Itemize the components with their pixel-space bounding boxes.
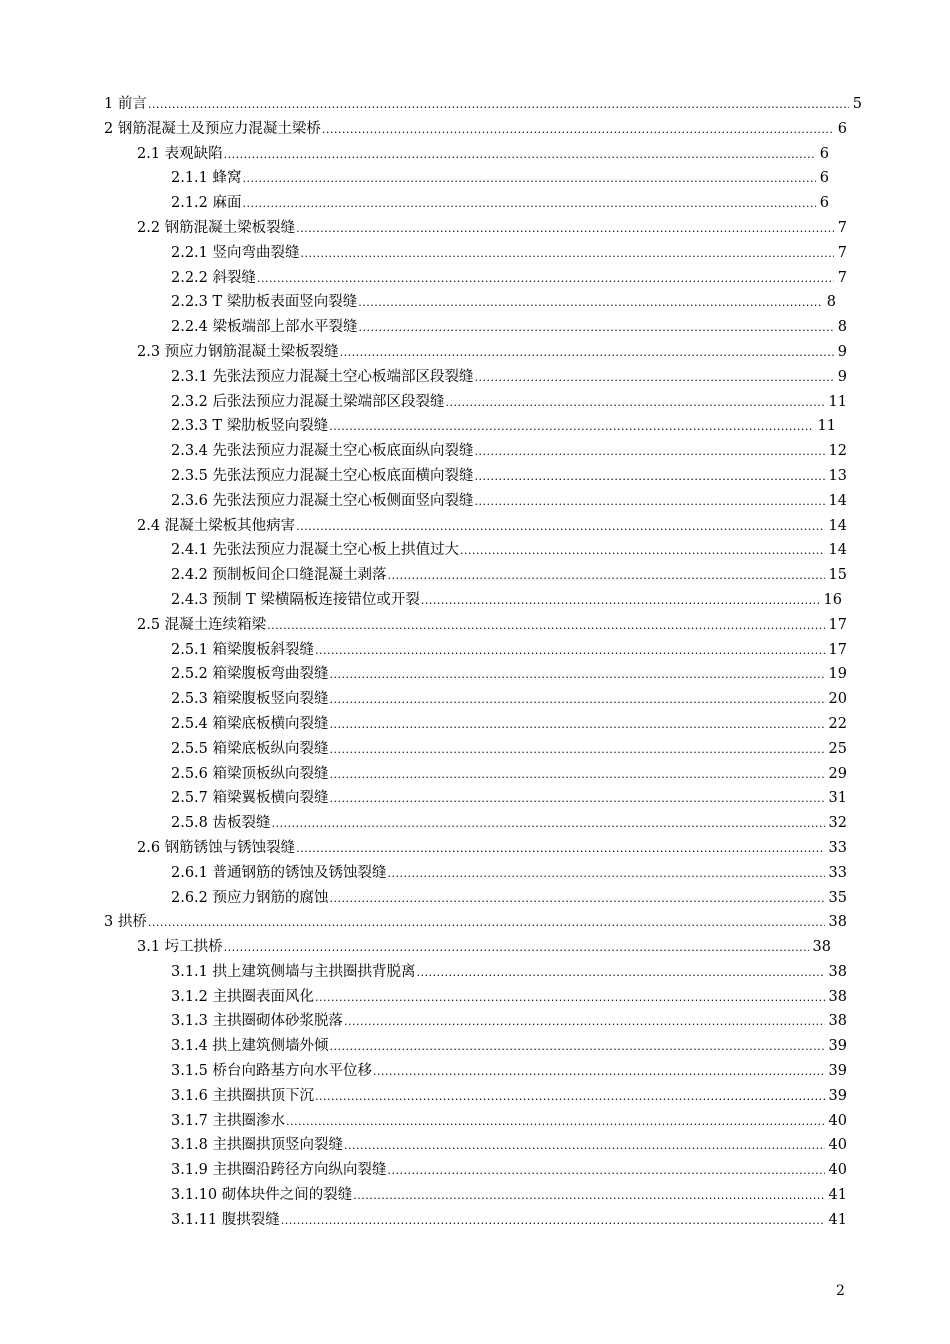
toc-entry[interactable] xyxy=(171,960,847,986)
toc-row[interactable] xyxy=(0,191,950,216)
toc-entry-label: 2.4.1 先张法预应力混凝土空心板上拱值过大 xyxy=(171,542,460,559)
toc-entry-label: 3.1.11 腹拱裂缝 xyxy=(171,1211,280,1228)
toc-leader-dots xyxy=(330,713,825,738)
toc-entry[interactable] xyxy=(171,1158,847,1184)
toc-row[interactable] xyxy=(0,1133,950,1158)
toc-entry-label: 2.1 表观缺陷 xyxy=(137,145,223,162)
toc-entry[interactable] xyxy=(171,811,847,837)
page-number: 2 xyxy=(836,1283,845,1299)
toc-entry-page: 40 xyxy=(828,1162,847,1179)
toc-entry[interactable] xyxy=(171,365,847,391)
toc-entry[interactable] xyxy=(171,1059,847,1085)
toc-entry-label: 2.3.3 T 梁肋板竖向裂缝 xyxy=(171,418,329,435)
toc-row[interactable] xyxy=(0,166,950,191)
toc-entry-label: 3.1.9 主拱圈沿跨径方向纵向裂缝 xyxy=(171,1162,387,1179)
toc-entry[interactable] xyxy=(171,290,836,316)
toc-entry-page: 39 xyxy=(828,1063,847,1080)
toc-entry[interactable] xyxy=(171,1183,847,1209)
toc-leader-dots xyxy=(417,961,825,986)
toc-entry-page: 6 xyxy=(819,145,829,162)
toc-row[interactable] xyxy=(0,1109,950,1134)
toc-row[interactable] xyxy=(0,1158,950,1183)
toc-entry-label: 2.2.4 梁板端部上部水平裂缝 xyxy=(171,319,358,336)
toc-entry-page: 39 xyxy=(828,1038,847,1055)
toc-entry-label: 2.3.5 先张法预应力混凝土空心板底面横向裂缝 xyxy=(171,467,474,484)
toc-entry-label: 3.1.2 主拱圈表面风化 xyxy=(171,988,315,1005)
toc-leader-dots xyxy=(315,986,825,1011)
toc-entry[interactable] xyxy=(104,910,847,936)
toc-row[interactable] xyxy=(0,365,950,390)
toc-entry[interactable] xyxy=(171,166,829,192)
toc-entry-label: 2.6.1 普通钢筋的锈蚀及锈蚀裂缝 xyxy=(171,864,387,881)
toc-entry-page: 12 xyxy=(828,443,847,460)
toc-row[interactable] xyxy=(0,910,950,935)
toc-row[interactable] xyxy=(0,737,950,762)
toc-entry-label: 2.2.2 斜裂缝 xyxy=(171,269,257,286)
toc-leader-dots xyxy=(224,936,809,961)
toc-entry[interactable] xyxy=(171,538,847,564)
toc-leader-dots xyxy=(475,440,825,465)
toc-row[interactable] xyxy=(0,489,950,514)
toc-row[interactable] xyxy=(0,390,950,415)
toc-row[interactable] xyxy=(0,762,950,787)
toc-entry-page: 17 xyxy=(828,641,847,658)
toc-row[interactable] xyxy=(0,712,950,737)
toc-entry[interactable] xyxy=(171,563,847,589)
toc-entry-label: 2.3.4 先张法预应力混凝土空心板底面纵向裂缝 xyxy=(171,443,474,460)
toc-entry-page: 14 xyxy=(828,517,847,534)
toc-row[interactable] xyxy=(0,1034,950,1059)
toc-entry-label: 2.3.6 先张法预应力混凝土空心板侧面竖向裂缝 xyxy=(171,492,474,509)
toc-entry[interactable] xyxy=(171,1133,847,1159)
toc-leader-dots xyxy=(330,688,825,713)
toc-entry[interactable] xyxy=(171,241,847,267)
toc-entry-label: 2 钢筋混凝土及预应力混凝土梁桥 xyxy=(104,120,321,137)
toc-leader-dots xyxy=(358,291,822,316)
toc-entry[interactable] xyxy=(137,514,847,540)
toc-row[interactable] xyxy=(0,687,950,712)
toc-row[interactable] xyxy=(0,1009,950,1034)
toc-leader-dots xyxy=(315,639,825,664)
toc-entry[interactable] xyxy=(171,662,847,688)
toc-leader-dots xyxy=(388,862,825,887)
toc-entry[interactable] xyxy=(171,588,842,614)
toc-entry[interactable] xyxy=(171,638,847,664)
toc-entry[interactable] xyxy=(171,712,847,738)
toc-entry-page: 41 xyxy=(828,1211,847,1228)
toc-entry-label: 2.5.8 齿板裂缝 xyxy=(171,815,271,832)
toc-entry-label: 2.5.1 箱梁腹板斜裂缝 xyxy=(171,641,315,658)
toc-entry-page: 35 xyxy=(828,889,847,906)
toc-leader-dots xyxy=(475,366,834,391)
toc-entry[interactable] xyxy=(137,340,847,366)
toc-row[interactable] xyxy=(0,538,950,563)
toc-entry-page: 19 xyxy=(828,666,847,683)
toc-entry-page: 7 xyxy=(837,244,847,261)
toc-entry-label: 2.5.7 箱梁翼板横向裂缝 xyxy=(171,790,329,807)
toc-row[interactable] xyxy=(0,662,950,687)
toc-entry-label: 3.1.5 桥台向路基方向水平位移 xyxy=(171,1063,373,1080)
toc-entry-page: 15 xyxy=(828,567,847,584)
toc-entry-page: 13 xyxy=(828,467,847,484)
toc-entry-page: 6 xyxy=(837,120,847,137)
toc-entry-label: 2.5.5 箱梁底板纵向裂缝 xyxy=(171,740,329,757)
toc-entry-page: 38 xyxy=(828,963,847,980)
toc-entry-label: 1 前言 xyxy=(104,96,147,112)
toc-leader-dots xyxy=(148,911,825,936)
toc-leader-dots xyxy=(296,837,824,862)
toc-leader-dots xyxy=(148,93,849,118)
toc-entry[interactable] xyxy=(171,390,847,416)
toc-entry[interactable] xyxy=(137,216,847,242)
toc-row[interactable] xyxy=(0,1059,950,1084)
toc-entry-label: 3.1.7 主拱圈渗水 xyxy=(171,1112,286,1129)
toc-leader-dots xyxy=(344,1134,825,1159)
toc-entry[interactable] xyxy=(137,613,847,639)
toc-entry-label: 3.1.6 主拱圈拱顶下沉 xyxy=(171,1087,315,1104)
toc-entry[interactable] xyxy=(171,1084,847,1110)
toc-entry-page: 22 xyxy=(828,715,847,732)
toc-leader-dots xyxy=(421,589,820,614)
toc-leader-dots xyxy=(330,738,825,763)
toc-row[interactable] xyxy=(0,1208,950,1233)
toc-entry-label: 2.4.3 预制 T 梁横隔板连接错位或开裂 xyxy=(171,591,420,608)
toc-row[interactable] xyxy=(0,340,950,365)
toc-row[interactable] xyxy=(0,216,950,241)
toc-entry[interactable] xyxy=(171,861,847,887)
toc-entry[interactable] xyxy=(171,762,847,788)
toc-entry-page: 20 xyxy=(828,691,847,708)
toc-entry[interactable] xyxy=(104,92,862,118)
toc-leader-dots xyxy=(281,1209,825,1234)
toc-entry-label: 2.6 钢筋锈蚀与锈蚀裂缝 xyxy=(137,839,296,856)
toc-entry[interactable] xyxy=(137,142,829,168)
toc-leader-dots xyxy=(296,217,834,242)
toc-entry-page: 14 xyxy=(828,542,847,559)
toc-leader-dots xyxy=(301,242,834,267)
toc-entry-label: 3.1.3 主拱圈砌体砂浆脱落 xyxy=(171,1013,344,1030)
toc-leader-dots xyxy=(322,118,834,143)
toc-entry-page: 31 xyxy=(828,790,847,807)
toc-entry-page: 38 xyxy=(828,1013,847,1030)
toc-leader-dots xyxy=(286,1110,825,1135)
toc-row[interactable] xyxy=(0,92,950,117)
toc-entry[interactable] xyxy=(171,886,847,912)
toc-entry-page: 38 xyxy=(812,939,831,956)
toc-entry[interactable] xyxy=(171,1208,847,1234)
toc-entry-label: 2.2.1 竖向弯曲裂缝 xyxy=(171,244,300,261)
toc-leader-dots xyxy=(475,490,825,515)
toc-row[interactable] xyxy=(0,439,950,464)
toc-row[interactable] xyxy=(0,613,950,638)
toc-entry-label: 2.5.6 箱梁顶板纵向裂缝 xyxy=(171,765,329,782)
toc-entry-page: 38 xyxy=(828,988,847,1005)
toc-entry-page: 40 xyxy=(828,1137,847,1154)
toc-entry-label: 2.2.3 T 梁肋板表面竖向裂缝 xyxy=(171,294,358,311)
toc-leader-dots xyxy=(388,564,825,589)
toc-entry-page: 32 xyxy=(828,815,847,832)
toc-leader-dots xyxy=(344,1010,825,1035)
toc-entry-label: 2.1.1 蜂窝 xyxy=(171,170,242,187)
toc-entry-page: 5 xyxy=(852,96,862,112)
toc-entry-label: 3.1.10 砌体块件之间的裂缝 xyxy=(171,1187,353,1204)
toc-leader-dots xyxy=(243,167,816,192)
toc-entry[interactable] xyxy=(171,1009,847,1035)
toc-row[interactable] xyxy=(0,290,950,315)
toc-row[interactable] xyxy=(0,786,950,811)
toc-row[interactable] xyxy=(0,985,950,1010)
toc-entry-label: 2.3.2 后张法预应力混凝土梁端部区段裂缝 xyxy=(171,393,445,410)
toc-entry-page: 17 xyxy=(828,616,847,633)
toc-leader-dots xyxy=(257,267,834,292)
toc-entry-label: 3.1.1 拱上建筑侧墙与主拱圈拱背脱离 xyxy=(171,963,416,980)
toc-entry[interactable] xyxy=(171,985,847,1011)
toc-row[interactable] xyxy=(0,588,950,613)
toc-entry-page: 25 xyxy=(828,740,847,757)
toc-row[interactable] xyxy=(0,464,950,489)
toc-entry[interactable] xyxy=(171,737,847,763)
toc-row[interactable] xyxy=(0,142,950,167)
toc-entry-page: 9 xyxy=(837,368,847,385)
toc-leader-dots xyxy=(330,763,825,788)
toc-entry-label: 2.1.2 麻面 xyxy=(171,195,242,212)
toc-leader-dots xyxy=(340,341,834,366)
toc-entry-page: 8 xyxy=(837,319,847,336)
toc-entry[interactable] xyxy=(171,439,847,465)
toc-leader-dots xyxy=(475,465,825,490)
toc-leader-dots xyxy=(330,1035,825,1060)
toc-entry[interactable] xyxy=(171,414,836,440)
toc-entry-page: 39 xyxy=(828,1087,847,1104)
toc-leader-dots xyxy=(267,614,824,639)
toc-entry[interactable] xyxy=(171,489,847,515)
toc-leader-dots xyxy=(315,1085,825,1110)
toc-entry-page: 40 xyxy=(828,1112,847,1129)
toc-row[interactable] xyxy=(0,514,950,539)
toc-entry-label: 2.5.2 箱梁腹板弯曲裂缝 xyxy=(171,666,329,683)
toc-leader-dots xyxy=(296,515,824,540)
toc-entry[interactable] xyxy=(104,117,847,143)
toc-leader-dots xyxy=(446,391,825,416)
toc-leader-dots xyxy=(329,415,813,440)
toc-row[interactable] xyxy=(0,315,950,340)
toc-leader-dots xyxy=(353,1184,824,1209)
toc-row[interactable] xyxy=(0,886,950,911)
toc-entry-page: 8 xyxy=(826,294,836,311)
toc-leader-dots xyxy=(359,316,834,341)
toc-entry-page: 14 xyxy=(828,492,847,509)
toc-entry-page: 7 xyxy=(837,269,847,286)
toc-row[interactable] xyxy=(0,811,950,836)
toc-leader-dots xyxy=(330,663,825,688)
toc-entry-page: 7 xyxy=(837,219,847,236)
toc-row[interactable] xyxy=(0,960,950,985)
toc-entry-page: 29 xyxy=(828,765,847,782)
toc-entry[interactable] xyxy=(137,836,847,862)
toc-row[interactable] xyxy=(0,638,950,663)
toc-entry[interactable] xyxy=(171,1034,847,1060)
toc-entry-page: 38 xyxy=(828,914,847,931)
toc-entry-page: 41 xyxy=(828,1187,847,1204)
toc-row[interactable] xyxy=(0,836,950,861)
toc-entry-label: 2.6.2 预应力钢筋的腐蚀 xyxy=(171,889,329,906)
toc-entry-label: 2.3.1 先张法预应力混凝土空心板端部区段裂缝 xyxy=(171,368,474,385)
toc-row[interactable] xyxy=(0,241,950,266)
toc-row[interactable] xyxy=(0,266,950,291)
toc-leader-dots xyxy=(272,812,825,837)
toc-entry-label: 2.2 钢筋混凝土梁板裂缝 xyxy=(137,219,296,236)
toc-entry-page: 33 xyxy=(828,839,847,856)
toc-row[interactable] xyxy=(0,861,950,886)
toc-entry[interactable] xyxy=(137,935,831,961)
toc-row[interactable] xyxy=(0,563,950,588)
toc-entry-label: 2.5 混凝土连续箱梁 xyxy=(137,616,267,633)
toc-leader-dots xyxy=(373,1060,825,1085)
toc-leader-dots xyxy=(388,1159,825,1184)
toc-row[interactable] xyxy=(0,935,950,960)
toc-entry[interactable] xyxy=(171,191,829,217)
toc-row[interactable] xyxy=(0,414,950,439)
toc-entry[interactable] xyxy=(171,1109,847,1135)
toc-entry-label: 3.1.4 拱上建筑侧墙外倾 xyxy=(171,1038,329,1055)
toc-entry-page: 33 xyxy=(828,864,847,881)
toc-leader-dots xyxy=(460,539,825,564)
toc-leader-dots xyxy=(224,143,816,168)
toc-entry-page: 11 xyxy=(817,418,836,435)
toc-entry-label: 2.3 预应力钢筋混凝土梁板裂缝 xyxy=(137,343,339,360)
table-of-contents xyxy=(0,92,950,1233)
toc-entry[interactable] xyxy=(171,687,847,713)
toc-entry[interactable] xyxy=(171,786,847,812)
toc-entry-label: 3 拱桥 xyxy=(104,914,147,931)
toc-row[interactable] xyxy=(0,1183,950,1208)
toc-entry-page: 16 xyxy=(823,591,842,608)
toc-leader-dots xyxy=(330,887,825,912)
toc-entry-page: 6 xyxy=(819,195,829,212)
toc-entry-label: 3.1 圬工拱桥 xyxy=(137,939,223,956)
toc-entry-label: 2.5.4 箱梁底板横向裂缝 xyxy=(171,715,329,732)
toc-entry-page: 9 xyxy=(837,343,847,360)
toc-leader-dots xyxy=(330,787,825,812)
toc-row[interactable] xyxy=(0,117,950,142)
toc-entry-label: 3.1.8 主拱圈拱顶竖向裂缝 xyxy=(171,1137,344,1154)
toc-entry[interactable] xyxy=(171,464,847,490)
toc-entry[interactable] xyxy=(171,266,847,292)
toc-entry-page: 11 xyxy=(828,393,847,410)
toc-leader-dots xyxy=(243,192,816,217)
toc-entry-label: 2.4 混凝土梁板其他病害 xyxy=(137,517,296,534)
toc-entry-label: 2.4.2 预制板间企口缝混凝土剥落 xyxy=(171,567,387,584)
toc-entry-label: 2.5.3 箱梁腹板竖向裂缝 xyxy=(171,691,329,708)
toc-entry-page: 6 xyxy=(819,170,829,187)
toc-row[interactable] xyxy=(0,1084,950,1109)
toc-entry[interactable] xyxy=(171,315,847,341)
